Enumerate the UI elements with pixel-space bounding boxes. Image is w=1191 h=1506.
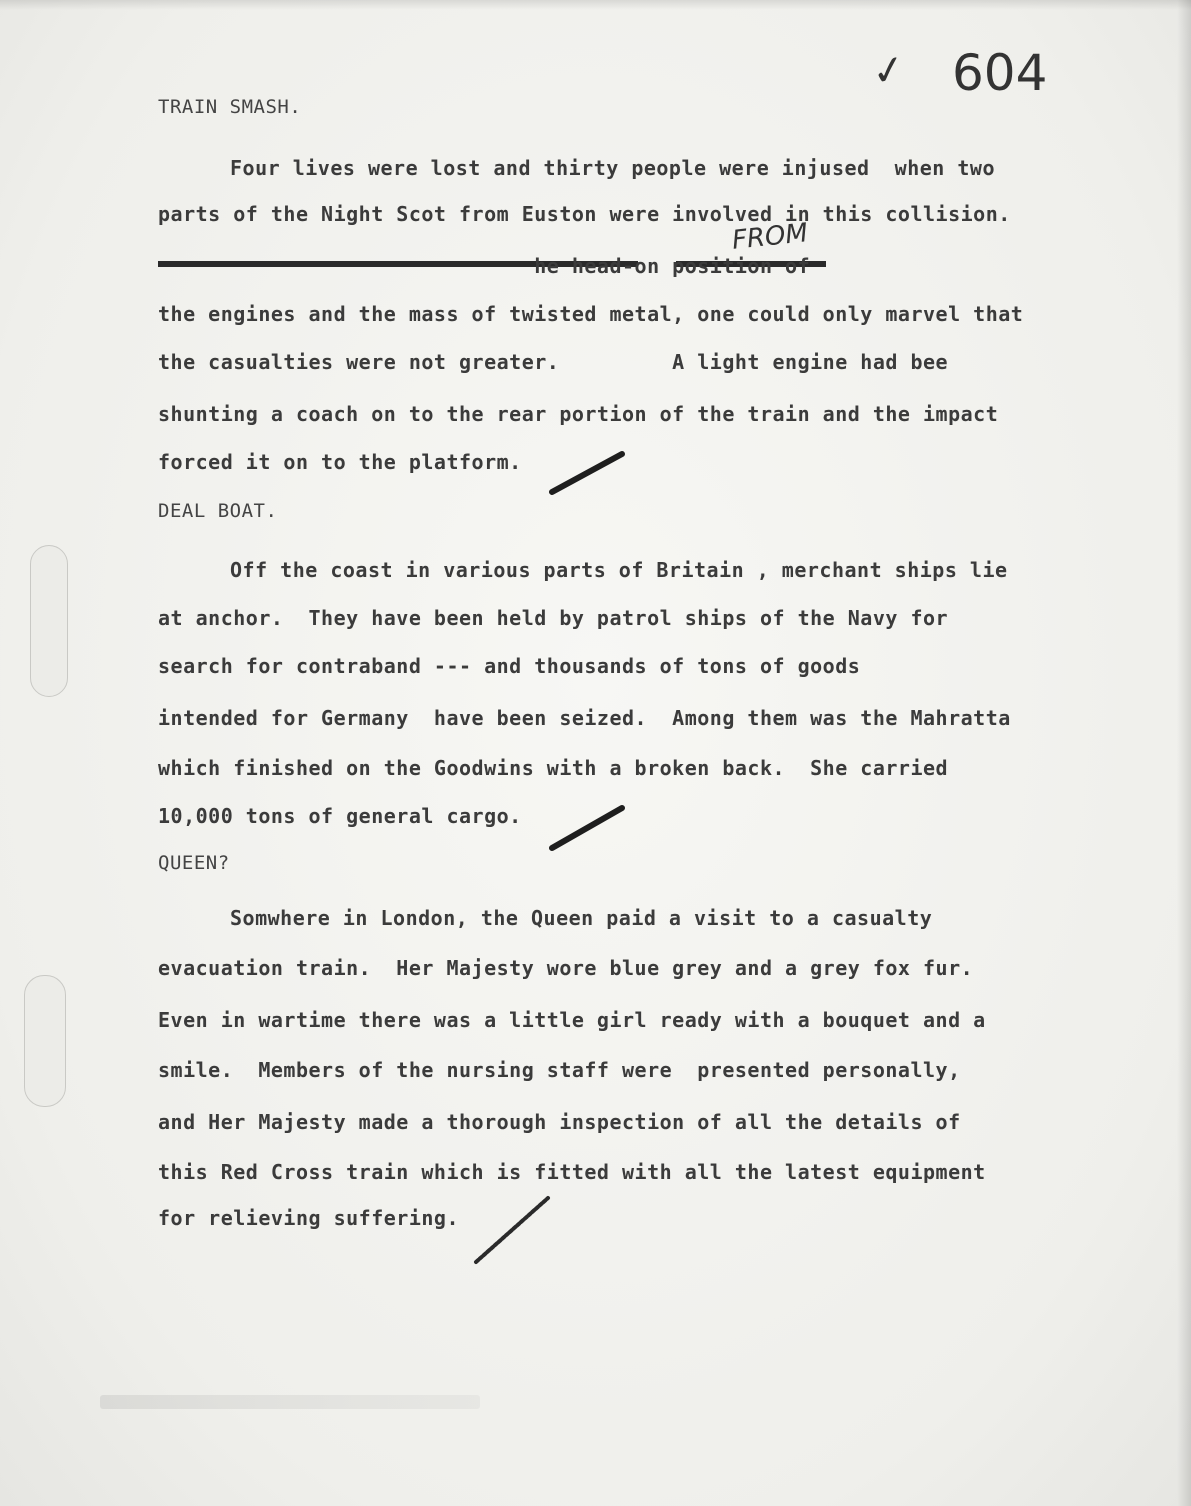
- text-line: the engines and the mass of twisted metal, one could only marvel that: [158, 302, 1024, 326]
- text-line: Even in wartime there was a little girl ready with a bouquet and a: [158, 1008, 986, 1032]
- text-line: Somwhere in London, the Queen paid a visit to a casualty: [230, 906, 933, 930]
- text-line: and Her Majesty made a thorough inspection of all the details of: [158, 1110, 961, 1134]
- text-line: which finished on the Goodwins with a broken back. She carried: [158, 756, 949, 780]
- check-mark: ✓: [868, 45, 910, 97]
- text-line: smile. Members of the nursing staff were presented personally,: [158, 1058, 961, 1082]
- text-line: he head-on position of: [158, 254, 811, 278]
- bleed-through-text: [100, 1395, 480, 1409]
- text-line: intended for Germany have been seized. Among them was the Mahratta: [158, 706, 1011, 730]
- punch-hole-top: [30, 545, 68, 697]
- text-line: Off the coast in various parts of Britain , merchant ships lie: [230, 558, 1008, 582]
- section-heading: TRAIN SMASH.: [158, 96, 302, 118]
- handwritten-insert: FROM: [730, 218, 810, 256]
- text-line: search for contraband --- and thousands of tons of goods: [158, 654, 861, 678]
- end-of-story-mark: [548, 448, 628, 498]
- text-line: this Red Cross train which is fitted with all the latest equipment: [158, 1160, 986, 1184]
- text-line: 10,000 tons of general cargo.: [158, 804, 522, 828]
- text-line: for relieving suffering.: [158, 1206, 459, 1230]
- edge-shadow: [1177, 0, 1191, 1506]
- text-line: Four lives were lost and thirty people were injused when two: [230, 156, 996, 180]
- text-line: parts of the Night Scot from Euston were involved in this collision.: [158, 202, 1011, 226]
- text-line: forced it on to the platform.: [158, 450, 522, 474]
- top-shadow: [0, 0, 1191, 10]
- page-number: 604: [952, 44, 1048, 102]
- text-line: evacuation train. Her Majesty wore blue grey and a grey fox fur.: [158, 956, 974, 980]
- text-line: the casualties were not greater. A light engine had bee: [158, 350, 949, 374]
- end-of-story-mark: [470, 1192, 554, 1268]
- text-line: shunting a coach on to the rear portion of the train and the impact: [158, 402, 999, 426]
- section-heading: DEAL BOAT.: [158, 500, 278, 522]
- text-line: at anchor. They have been held by patrol ships of the Navy for: [158, 606, 949, 630]
- end-of-story-mark: [548, 802, 628, 852]
- punch-hole-bottom: [24, 975, 66, 1107]
- section-heading: QUEEN?: [158, 852, 230, 874]
